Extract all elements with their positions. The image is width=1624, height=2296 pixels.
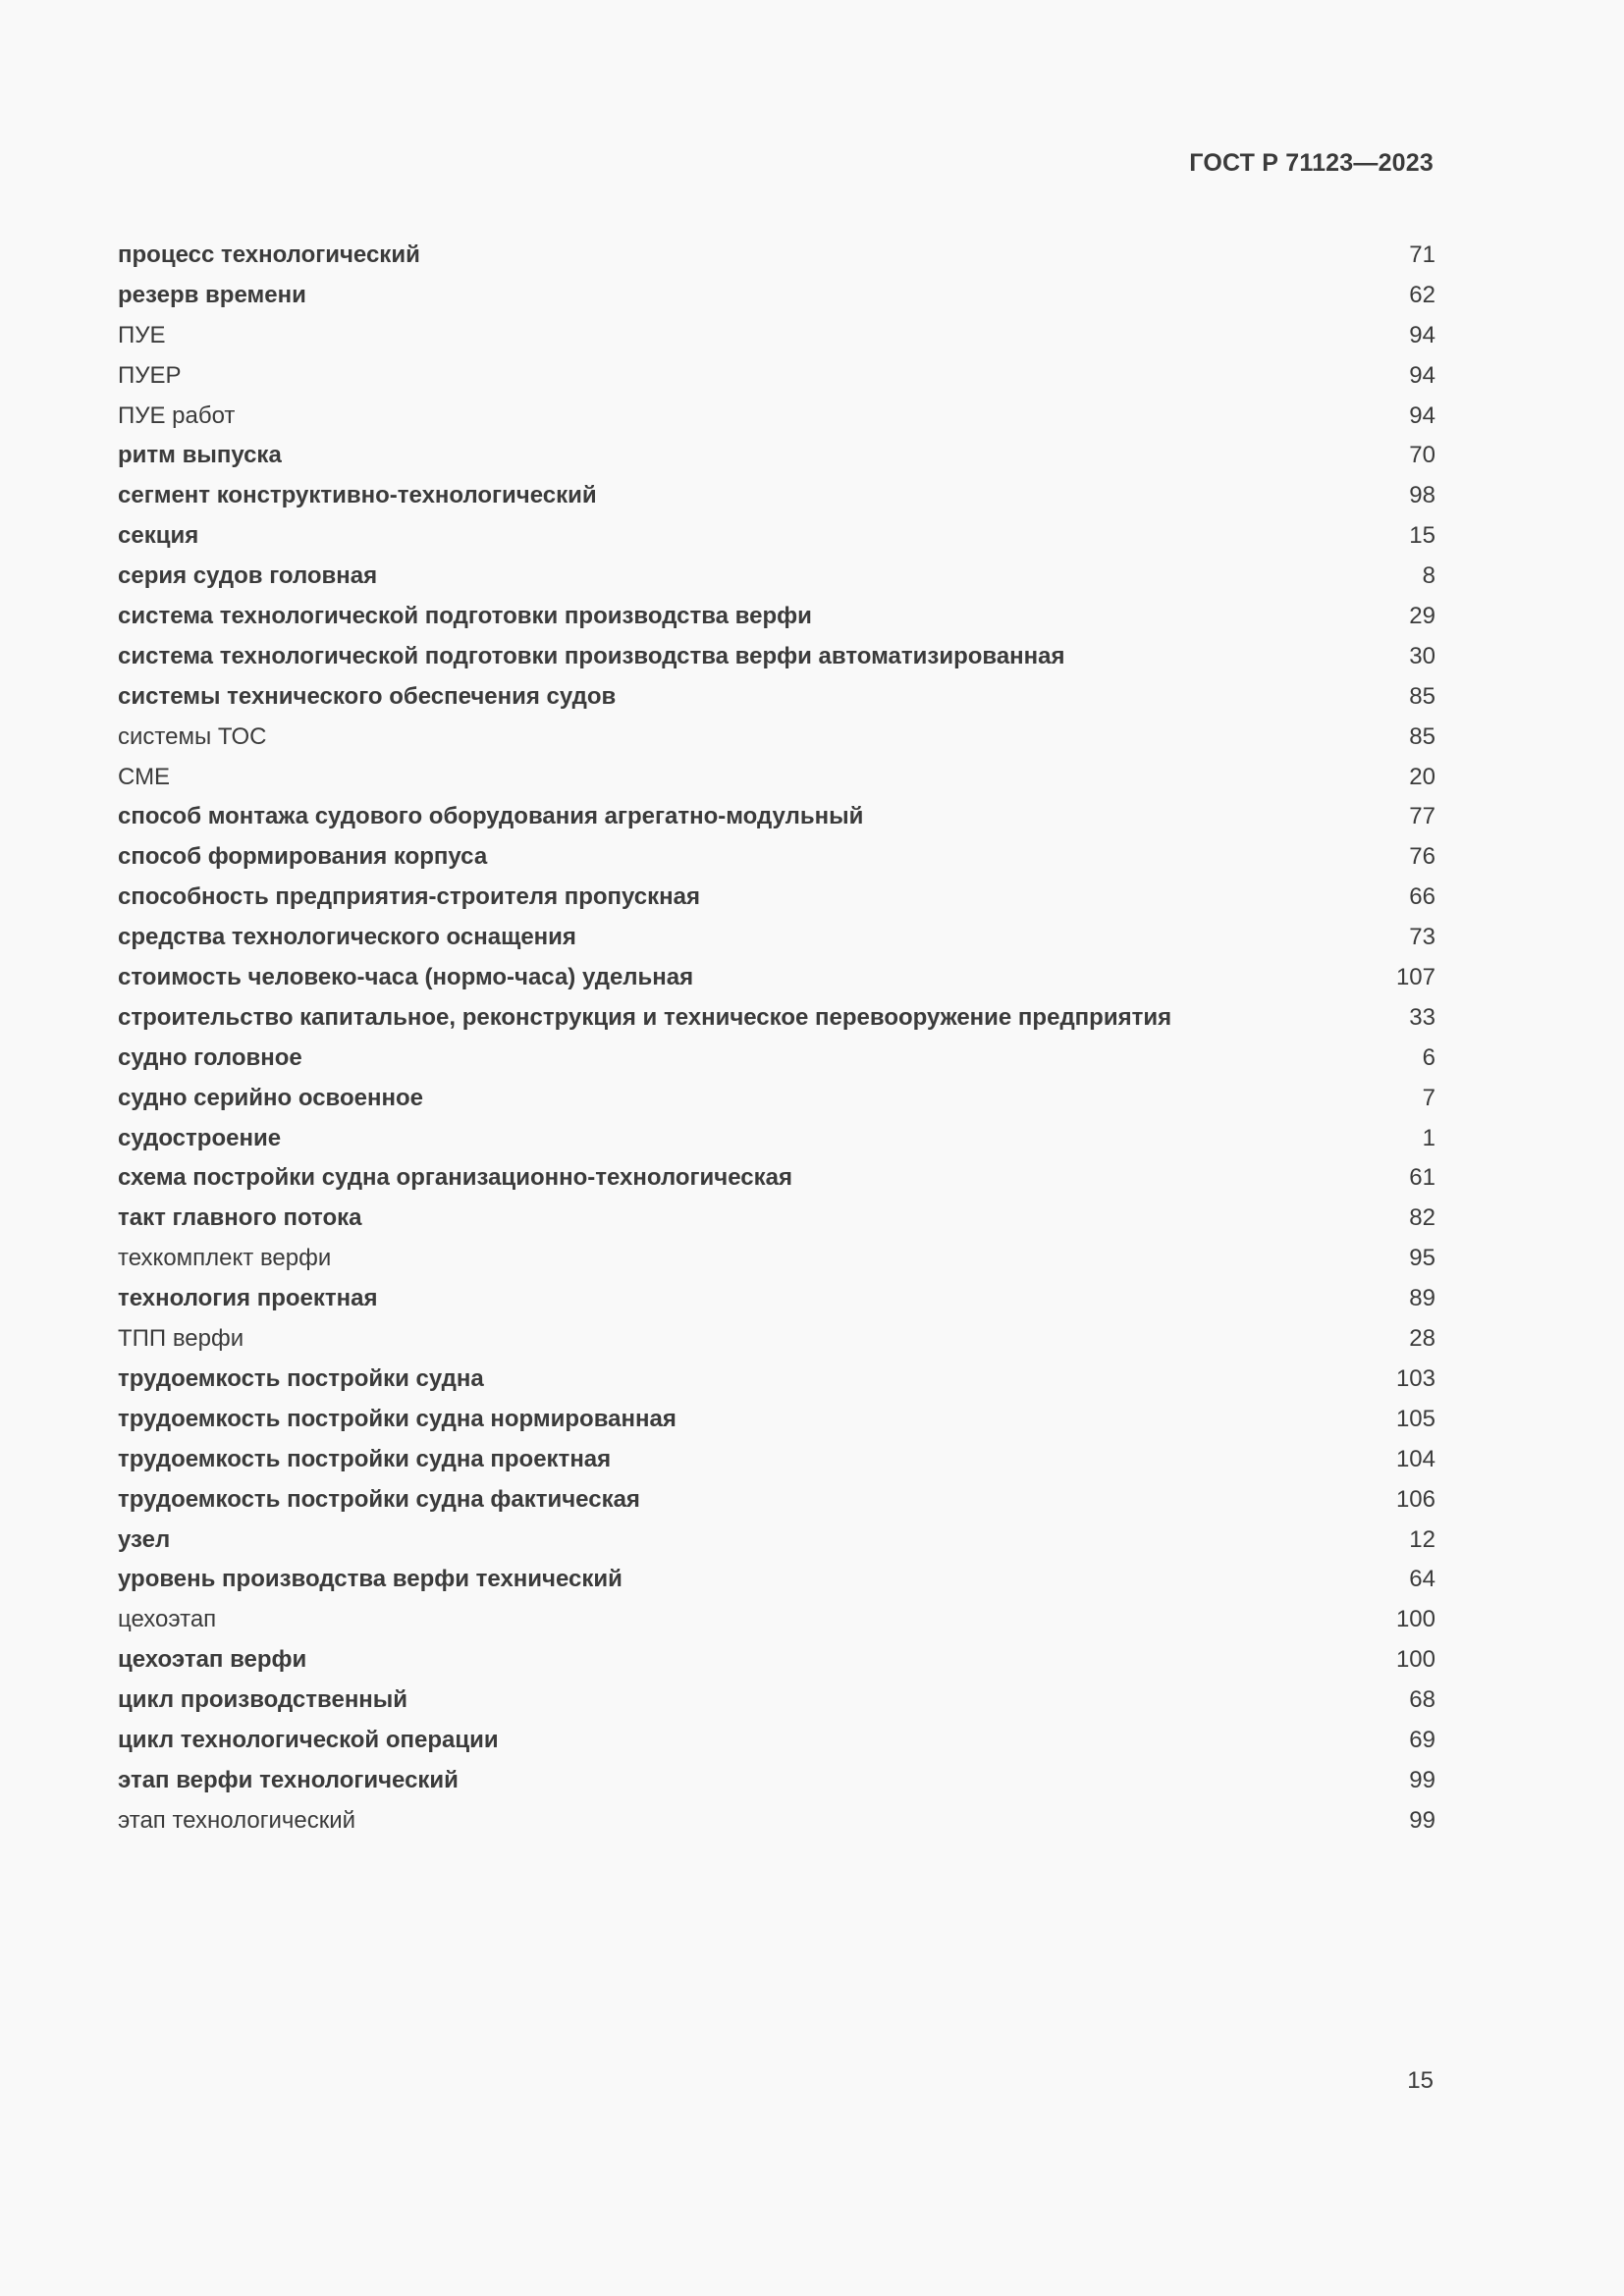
index-page-number: 28 [1409, 1325, 1435, 1353]
index-term: средства технологического оснащения [118, 924, 576, 951]
index-page-number: 68 [1409, 1686, 1435, 1714]
index-entry [118, 597, 1435, 637]
index-page-number: 82 [1409, 1204, 1435, 1232]
index-term: резерв времени [118, 281, 306, 308]
index-term: процесс технологический [118, 241, 420, 268]
index-page-number: 30 [1409, 642, 1435, 669]
index-entry [118, 1721, 1435, 1761]
index-page-number: 69 [1409, 1726, 1435, 1753]
index-term: такт главного потока [118, 1204, 362, 1232]
index-term: способ формирования корпуса [118, 843, 488, 871]
index-entry [118, 1600, 1435, 1640]
index-entry [118, 878, 1435, 918]
index-term: цехоэтап верфи [118, 1646, 307, 1674]
index-term: секция [118, 522, 199, 550]
index-term: схема постройки судна организационно-технологическая [118, 1164, 792, 1192]
index-term: уровень производства верфи технический [118, 1566, 623, 1593]
index-entry [118, 516, 1435, 557]
index-term: технология проектная [118, 1285, 378, 1312]
index-page-number: 61 [1409, 1164, 1435, 1192]
index-entry [118, 476, 1435, 516]
index-page-number: 64 [1409, 1566, 1435, 1593]
index-entry [118, 1039, 1435, 1079]
index-entry [118, 1640, 1435, 1681]
index-entry [118, 1158, 1435, 1199]
index-term: цикл технологической операции [118, 1726, 499, 1753]
index-entry [118, 1681, 1435, 1721]
index-term: судно головное [118, 1043, 302, 1071]
index-term: цехоэтап [118, 1606, 217, 1633]
index-entry [118, 356, 1435, 397]
index-entry [118, 1761, 1435, 1801]
index-entry [118, 1480, 1435, 1521]
index-term: трудоемкость постройки судна нормированная [118, 1405, 677, 1432]
index-page-number: 99 [1409, 1766, 1435, 1793]
index-entry [118, 236, 1435, 276]
index-page-number: 8 [1422, 562, 1435, 590]
index-entry [118, 837, 1435, 878]
index-term: способ монтажа судового оборудования агрегатно-модульный [118, 803, 864, 830]
index-page-number: 85 [1409, 722, 1435, 750]
index-entry [118, 276, 1435, 316]
index-page-number: 73 [1409, 924, 1435, 951]
document-header: ГОСТ Р 71123—2023 [1189, 149, 1434, 177]
index-page-number: 103 [1395, 1364, 1435, 1392]
index-page-number: 29 [1409, 603, 1435, 630]
index-page-number: 12 [1409, 1525, 1435, 1553]
index-page-number: 99 [1409, 1806, 1435, 1834]
index-term: трудоемкость постройки судна [118, 1364, 484, 1392]
index-entry [118, 1079, 1435, 1119]
index-page-number: 105 [1395, 1405, 1435, 1432]
index-page-number: 77 [1409, 803, 1435, 830]
index-entry [118, 958, 1435, 998]
index-entry [118, 436, 1435, 476]
index-page-number: 62 [1409, 281, 1435, 308]
index-entry [118, 918, 1435, 958]
index-page-number: 94 [1409, 401, 1435, 429]
index-page-number: 20 [1409, 763, 1435, 790]
index-term: ПУЕ работ [118, 401, 236, 429]
index-list [118, 236, 1435, 1842]
index-term: ТПП верфи [118, 1325, 244, 1353]
index-entry [118, 718, 1435, 758]
index-entry [118, 1400, 1435, 1440]
index-page-number: 100 [1395, 1646, 1435, 1674]
index-page-number: 106 [1395, 1485, 1435, 1513]
index-page-number: 76 [1409, 843, 1435, 871]
index-entry [118, 1360, 1435, 1400]
index-entry [118, 1319, 1435, 1360]
index-entry [118, 637, 1435, 677]
index-term: техкомплект верфи [118, 1245, 332, 1272]
index-term: строительство капитальное, реконструкция и техническое перевооружение предприятия [118, 1003, 1172, 1031]
index-page-number: 15 [1409, 522, 1435, 550]
index-entry [118, 1560, 1435, 1600]
index-page-number: 94 [1409, 361, 1435, 389]
index-entry [118, 1801, 1435, 1842]
index-page-number: 6 [1422, 1043, 1435, 1071]
index-page-number: 98 [1409, 482, 1435, 509]
index-entry [118, 797, 1435, 837]
index-page-number: 100 [1395, 1606, 1435, 1633]
index-term: трудоемкость постройки судна фактическая [118, 1485, 640, 1513]
index-term: сегмент конструктивно-технологический [118, 482, 597, 509]
index-term: серия судов головная [118, 562, 378, 590]
index-page-number: 70 [1409, 442, 1435, 469]
index-page-number: 107 [1395, 964, 1435, 991]
index-page-number: 95 [1409, 1245, 1435, 1272]
index-entry [118, 316, 1435, 356]
index-entry [118, 1521, 1435, 1561]
index-entry [118, 1279, 1435, 1319]
index-term: система технологической подготовки производства верфи автоматизированная [118, 642, 1065, 669]
index-page-number: 94 [1409, 321, 1435, 348]
index-page-number: 33 [1409, 1003, 1435, 1031]
index-term: цикл производственный [118, 1686, 408, 1714]
index-page-number: 85 [1409, 682, 1435, 710]
index-term: системы технического обеспечения судов [118, 682, 617, 710]
index-term: трудоемкость постройки судна проектная [118, 1445, 612, 1472]
index-page-number: 66 [1409, 883, 1435, 911]
index-entry [118, 1119, 1435, 1159]
index-entry [118, 1239, 1435, 1279]
index-entry [118, 557, 1435, 597]
index-entry [118, 677, 1435, 718]
index-entry [118, 1199, 1435, 1239]
index-term: судно серийно освоенное [118, 1084, 423, 1111]
index-term: судостроение [118, 1124, 282, 1151]
index-page-number: 71 [1409, 241, 1435, 268]
index-term: ритм выпуска [118, 442, 282, 469]
index-page-number: 89 [1409, 1285, 1435, 1312]
index-term: ПУЕ [118, 321, 166, 348]
index-term: ПУЕР [118, 361, 182, 389]
index-page-number: 104 [1395, 1445, 1435, 1472]
index-entry [118, 758, 1435, 798]
index-page-number: 1 [1422, 1124, 1435, 1151]
index-term: система технологической подготовки производства верфи [118, 603, 812, 630]
footer-page-number: 15 [1407, 2067, 1434, 2094]
index-term: системы ТОС [118, 722, 267, 750]
index-entry [118, 397, 1435, 437]
index-term: этап верфи технологический [118, 1766, 459, 1793]
index-term: узел [118, 1525, 171, 1553]
index-entry [118, 1440, 1435, 1480]
index-term: СМЕ [118, 763, 171, 790]
index-term: стоимость человеко-часа (нормо-часа) удельная [118, 964, 694, 991]
index-page-number: 7 [1422, 1084, 1435, 1111]
index-term: способность предприятия-строителя пропускная [118, 883, 701, 911]
index-term: этап технологический [118, 1806, 356, 1834]
index-entry [118, 998, 1435, 1039]
